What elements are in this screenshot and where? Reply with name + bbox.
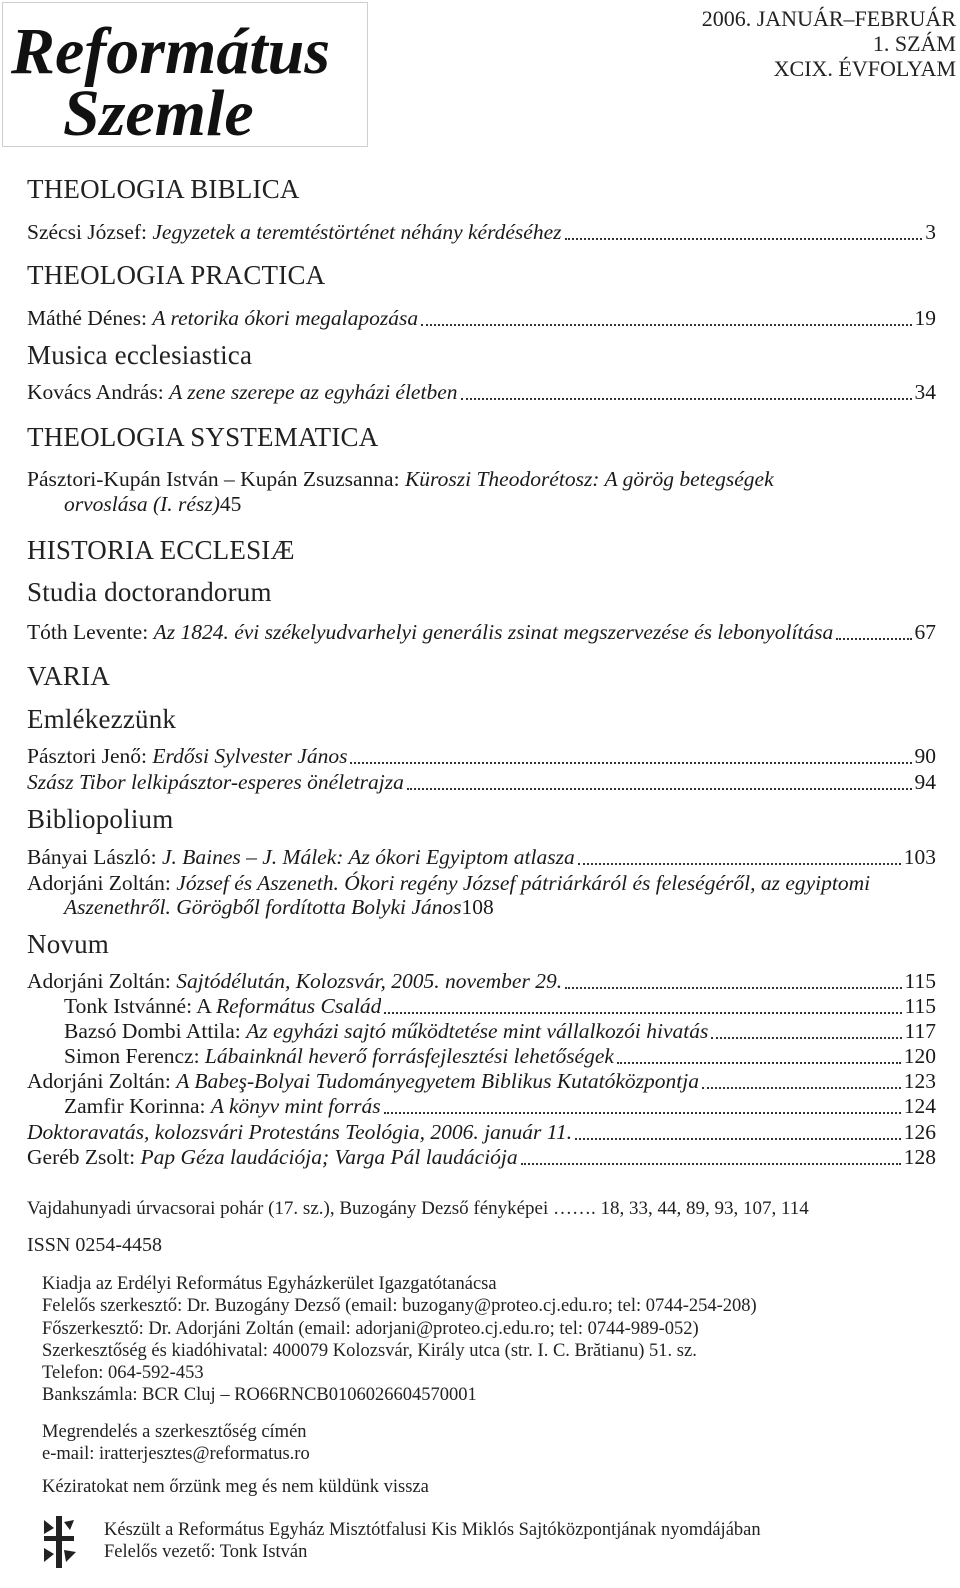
dot-leader — [617, 1062, 901, 1064]
entry-title: Pap Géza laudációja; Varga Pál laudációja — [140, 1145, 518, 1169]
toc-entry[interactable] — [27, 220, 936, 245]
logo-line-1: Református — [11, 15, 331, 88]
entry-page: 117 — [904, 1019, 936, 1043]
entry-title-cont: orvoslása (I. rész) — [64, 492, 220, 516]
section-heading: THEOLOGIA PRACTICA — [27, 260, 326, 290]
entry-title-prefix: A — [196, 994, 216, 1018]
entry-title: Az egyházi sajtó működtetése mint vállalkozói hivatás — [246, 1019, 709, 1043]
logo-line-2: Szemle — [63, 77, 254, 146]
issn: ISSN 0254-4458 — [27, 1234, 163, 1256]
entry-page: 19 — [914, 306, 936, 330]
phone-line: Telefon: 064-592-453 — [42, 1363, 204, 1384]
toc-entry[interactable] — [64, 1094, 936, 1119]
entry-page: 90 — [914, 744, 936, 768]
entry-page: 115 — [904, 969, 936, 993]
entry-page: 120 — [903, 1044, 936, 1068]
entry-page: 108 — [461, 895, 494, 919]
printer-line: Készült a Református Egyház Misztótfalusi Kis Miklós Sajtóközpontjának nyomdájában — [104, 1520, 761, 1540]
issue-volume: XCIX. ÉVFOLYAM — [773, 56, 956, 81]
entry-page: 3 — [925, 220, 936, 244]
toc-entry[interactable] — [27, 380, 936, 405]
entry-author: Máthé Dénes: — [27, 306, 153, 330]
entry-page: 115 — [904, 994, 936, 1018]
issue-number: 1. SZÁM — [872, 31, 956, 56]
entry-author: Tóth Levente: — [27, 620, 154, 644]
section-heading: THEOLOGIA SYSTEMATICA — [27, 422, 379, 452]
entry-title: Az 1824. évi székelyudvarhelyi generális zsinat megszervezése és lebonyolítása — [153, 620, 834, 644]
order-email-line: e-mail: iratterjesztes@reformatus.ro — [42, 1444, 310, 1465]
entry-page: 94 — [914, 770, 936, 794]
dot-leader — [578, 863, 901, 865]
toc-entry-line-2[interactable] — [64, 895, 936, 920]
dot-leader — [575, 1138, 901, 1140]
entry-author: Pásztori-Kupán István – Kupán Zsuzsanna: — [27, 467, 405, 491]
section-heading: Emlékezzünk — [27, 704, 177, 734]
section-heading: Musica ecclesiastica — [27, 340, 253, 370]
entry-title: Református Család — [215, 994, 382, 1018]
section-heading: Bibliopolium — [27, 804, 174, 834]
entry-title: Erdősi Sylvester János — [152, 744, 348, 768]
entry-page: 67 — [914, 620, 936, 644]
toc-entry[interactable] — [27, 1120, 936, 1145]
entry-page: 126 — [903, 1120, 936, 1144]
entry-author: Zamfir Korinna: — [64, 1094, 211, 1118]
entry-author: Pásztori Jenő: — [27, 744, 153, 768]
entry-title: A retorika ókori megalapozása — [152, 306, 419, 330]
order-line: Megrendelés a szerkesztőség címén — [42, 1422, 307, 1442]
entry-author: Tonk Istvánné: — [64, 994, 197, 1018]
toc-entry-line-1[interactable] — [27, 871, 936, 896]
entry-author: Adorjáni Zoltán: — [27, 1069, 177, 1093]
entry-author: Bányai László: — [27, 845, 162, 869]
toc-entry-line-2[interactable] — [64, 492, 936, 517]
entry-title-cont: Aszenethről. Görögből fordította Bolyki János — [64, 895, 462, 919]
toc-entry[interactable] — [27, 770, 936, 795]
entry-page: 128 — [903, 1145, 936, 1169]
toc-entry[interactable] — [27, 1145, 936, 1170]
printer-manager-line: Felelős vezető: Tonk István — [104, 1542, 308, 1563]
toc-entry[interactable] — [27, 306, 936, 331]
journal-logo — [2, 2, 368, 147]
dot-leader — [384, 1012, 901, 1014]
toc-entry[interactable] — [64, 1044, 936, 1069]
issue-date: 2006. JANUÁR–FEBRUÁR — [701, 6, 956, 31]
entry-title: József és Aszeneth. Ókori regény József pátriárkáról és feleségéről, az egyiptomi — [176, 871, 871, 895]
entry-title: Küroszi Theodorétosz: A görög betegségek — [404, 467, 774, 491]
toc-entry[interactable] — [27, 969, 936, 994]
dot-leader — [565, 987, 901, 989]
entry-page: 123 — [903, 1069, 936, 1093]
imprint-block — [42, 1273, 757, 1407]
dot-leader — [461, 398, 912, 400]
dot-leader — [711, 1037, 901, 1039]
section-heading: VARIA — [27, 661, 111, 691]
entry-page: 124 — [903, 1094, 936, 1118]
entry-title: J. Baines – J. Málek: Az ókori Egyiptom atlasza — [161, 845, 575, 869]
toc-entry[interactable] — [27, 1069, 936, 1094]
toc-entry[interactable] — [64, 994, 936, 1019]
entry-author: Geréb Zsolt: — [27, 1145, 141, 1169]
entry-title: A zene szerepe az egyházi életben — [169, 380, 458, 404]
dot-leader — [384, 1112, 901, 1114]
dot-leader — [421, 324, 911, 326]
entry-page: 103 — [903, 845, 936, 869]
section-heading: HISTORIA ECCLESIÆ — [27, 535, 295, 565]
dot-leader — [565, 238, 923, 240]
responsible-editor-line: Felelős szerkesztő: Dr. Buzogány Dezső (email: buzogany@proteo.cj.edu.ro; tel: 0744-254-208) — [42, 1296, 757, 1317]
entry-title: Doktoravatás, kolozsvári Protestáns Teológia, 2006. január 11. — [27, 1120, 573, 1144]
dot-leader — [407, 788, 912, 790]
dot-leader — [350, 762, 911, 764]
section-heading: Studia doctorandorum — [27, 577, 272, 607]
section-heading: THEOLOGIA BIBLICA — [27, 174, 300, 204]
toc-entry[interactable] — [27, 620, 936, 645]
entry-page: 34 — [914, 380, 936, 404]
issue-info — [636, 6, 956, 81]
toc-entry[interactable] — [64, 1019, 936, 1044]
entry-title: Sajtódélután, Kolozsvár, 2005. november 29. — [176, 969, 563, 993]
printer-block — [104, 1519, 761, 1564]
entry-author: Adorjáni Zoltán: — [27, 969, 177, 993]
bank-line: Bankszámla: BCR Cluj – RO66RNCB0106026604570001 — [42, 1385, 477, 1406]
dot-leader — [836, 638, 911, 640]
entry-author: Szécsi József: — [27, 220, 153, 244]
entry-title: A Babeş-Bolyai Tudományegyetem Biblikus Kutatóközpontja — [176, 1069, 699, 1093]
entry-author: Simon Ferencz: — [64, 1044, 205, 1068]
order-block — [42, 1421, 310, 1466]
publisher-line: Kiadja az Erdélyi Református Egyházkerület Igazgatótanácsa — [42, 1274, 497, 1294]
dot-leader — [521, 1163, 901, 1165]
section-heading: Novum — [27, 929, 109, 959]
editor-in-chief-line: Főszerkesztő: Dr. Adorjáni Zoltán (email: adorjani@proteo.cj.edu.ro; tel: 0744-989-052) — [42, 1318, 699, 1339]
toc-entry[interactable] — [27, 845, 936, 870]
logo-wordmark — [3, 3, 367, 146]
entry-page: 45 — [219, 492, 242, 516]
address-line: Szerkesztőség és kiadóhivatal: 400079 Kolozsvár, Király utca (str. I. C. Brătianu) 51. sz. — [42, 1340, 697, 1361]
entry-author: Bazsó Dombi Attila: — [64, 1019, 247, 1043]
entry-title: Lábainknál heverő forrásfejlesztési lehetőségek — [204, 1044, 614, 1068]
dot-leader — [702, 1087, 901, 1089]
entry-title: Jegyzetek a teremtéstörténet néhány kérdéséhez — [152, 220, 562, 244]
photo-credits: Vajdahunyadi úrvacsorai pohár (17. sz.), Buzogány Dezső fényképei ……. 18, 33, 44, 89, 93, 107, 114 — [27, 1198, 809, 1219]
entry-author: Kovács András: — [27, 380, 170, 404]
entry-author: Adorjáni Zoltán: — [27, 871, 177, 895]
printer-emblem-icon — [40, 1514, 82, 1570]
entry-title: A könyv mint forrás — [210, 1094, 381, 1118]
entry-title: Szász Tibor lelkipásztor-esperes önéletrajza — [27, 770, 404, 794]
toc-entry[interactable] — [27, 744, 936, 769]
toc-entry-line-1[interactable] — [27, 467, 936, 492]
manuscript-note: Kéziratokat nem őrzünk meg és nem küldünk vissza — [42, 1477, 429, 1497]
